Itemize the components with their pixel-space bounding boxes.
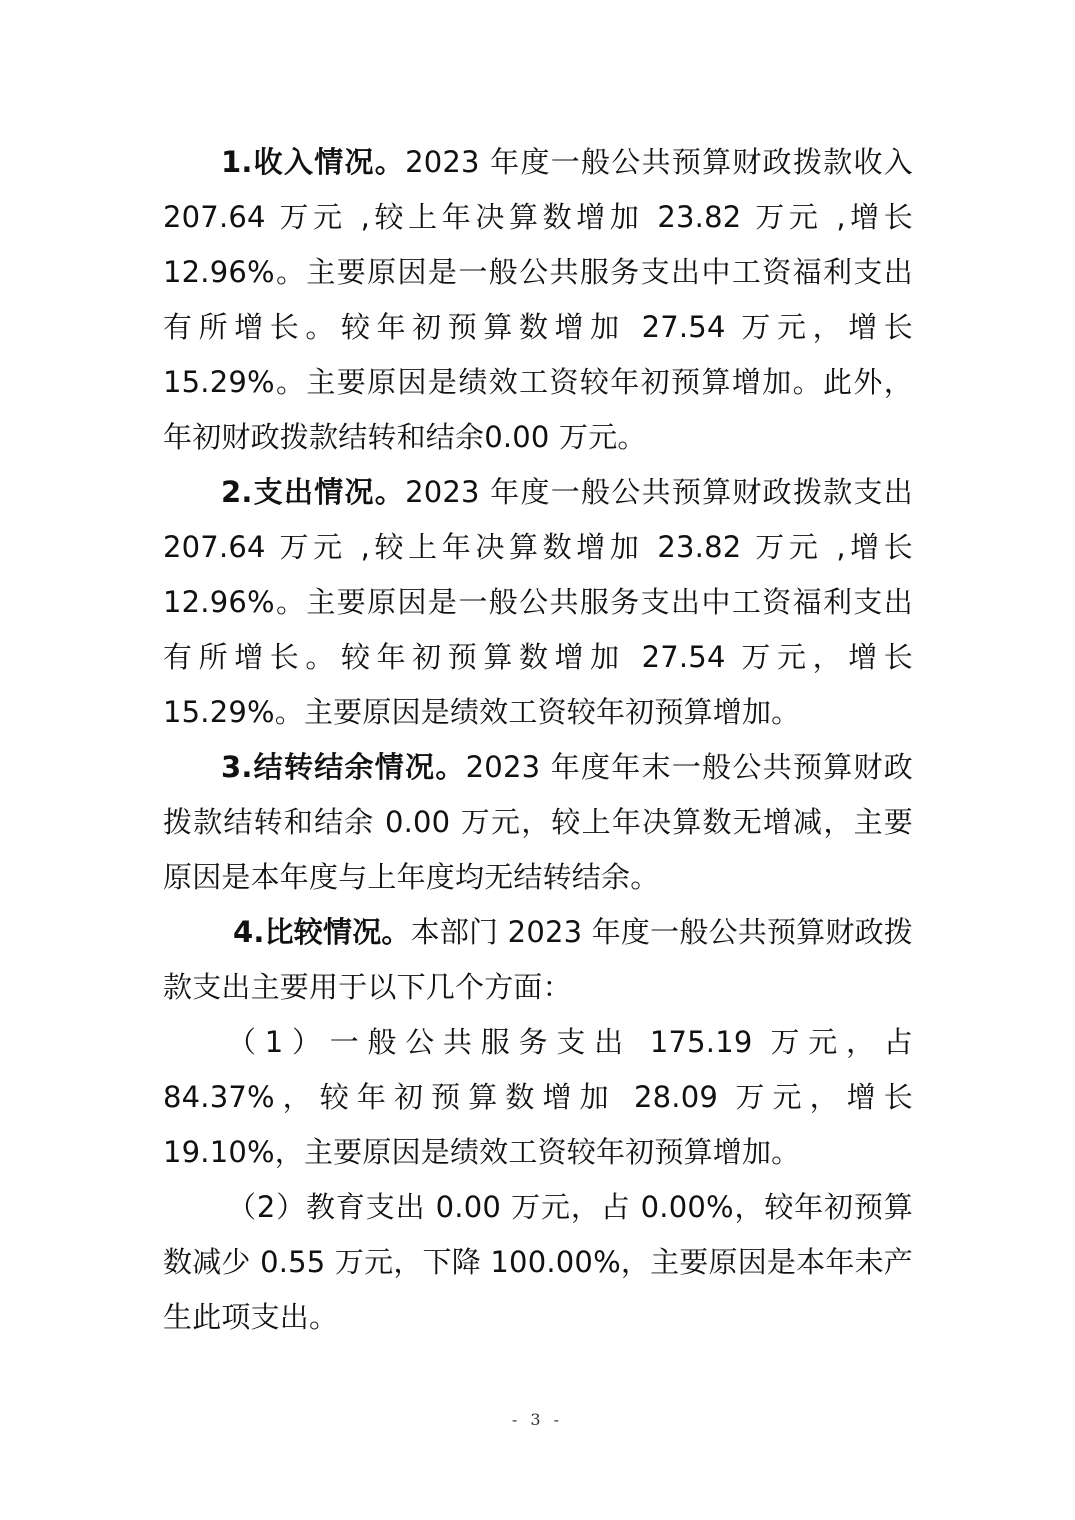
paragraph-expenditure: [163, 465, 913, 740]
paragraph-comparison: [163, 905, 913, 1015]
page-number: - 3 -: [511, 1410, 564, 1429]
heading-income: 1.收入情况。: [221, 145, 406, 179]
text-comparison: 本部门 2023 年度一般公共预算财政拨款支出主要用于以下几个方面：: [163, 915, 913, 1004]
text-balance: 2023 年度年末一般公共预算财政拨款结转和结余 0.00 万元，较上年决算数无增减，主要原因是本年度与上年度均无结转结余。: [163, 750, 914, 894]
heading-comparison: 4.比较情况。: [233, 915, 411, 949]
text-expenditure: 2023 年度一般公共预算财政拨款支出207.64 万元 ,较上年决算数增加 23.82 万元 ,增长 12.96%。主要原因是一般公共服务支出中工资福利支出有所增长。较年初预算数增加 27.54 万元，增长 15.29%。主要原因是绩效工资较年初预算增加。: [163, 475, 913, 729]
list-item-general-public-services: （1）一般公共服务支出 175.19 万元，占 84.37%，较年初预算数增加 28.09 万元，增长 19.10%，主要原因是绩效工资较年初预算增加。: [163, 1025, 913, 1169]
heading-expenditure: 2.支出情况。: [221, 475, 406, 509]
paragraph-income: [163, 135, 913, 465]
text-income: 2023 年度一般公共预算财政拨款收入207.64 万元 ,较上年决算数增加 23.82 万元 ,增长 12.96%。主要原因是一般公共服务支出中工资福利支出有所增长。较年初预算数增加 27.54 万元，增长 15.29%。主要原因是绩效工资较年初预算增加。此外，年初财政拨款结转和结余0.00 万元。: [163, 145, 913, 454]
list-item-education: （2）教育支出 0.00 万元，占 0.00%，较年初预算数减少 0.55 万元，下降 100.00%，主要原因是本年未产生此项支出。: [163, 1190, 913, 1334]
paragraph-balance: [163, 740, 913, 905]
heading-balance: 3.结转结余情况。: [221, 750, 466, 784]
document-body: [163, 135, 913, 1345]
